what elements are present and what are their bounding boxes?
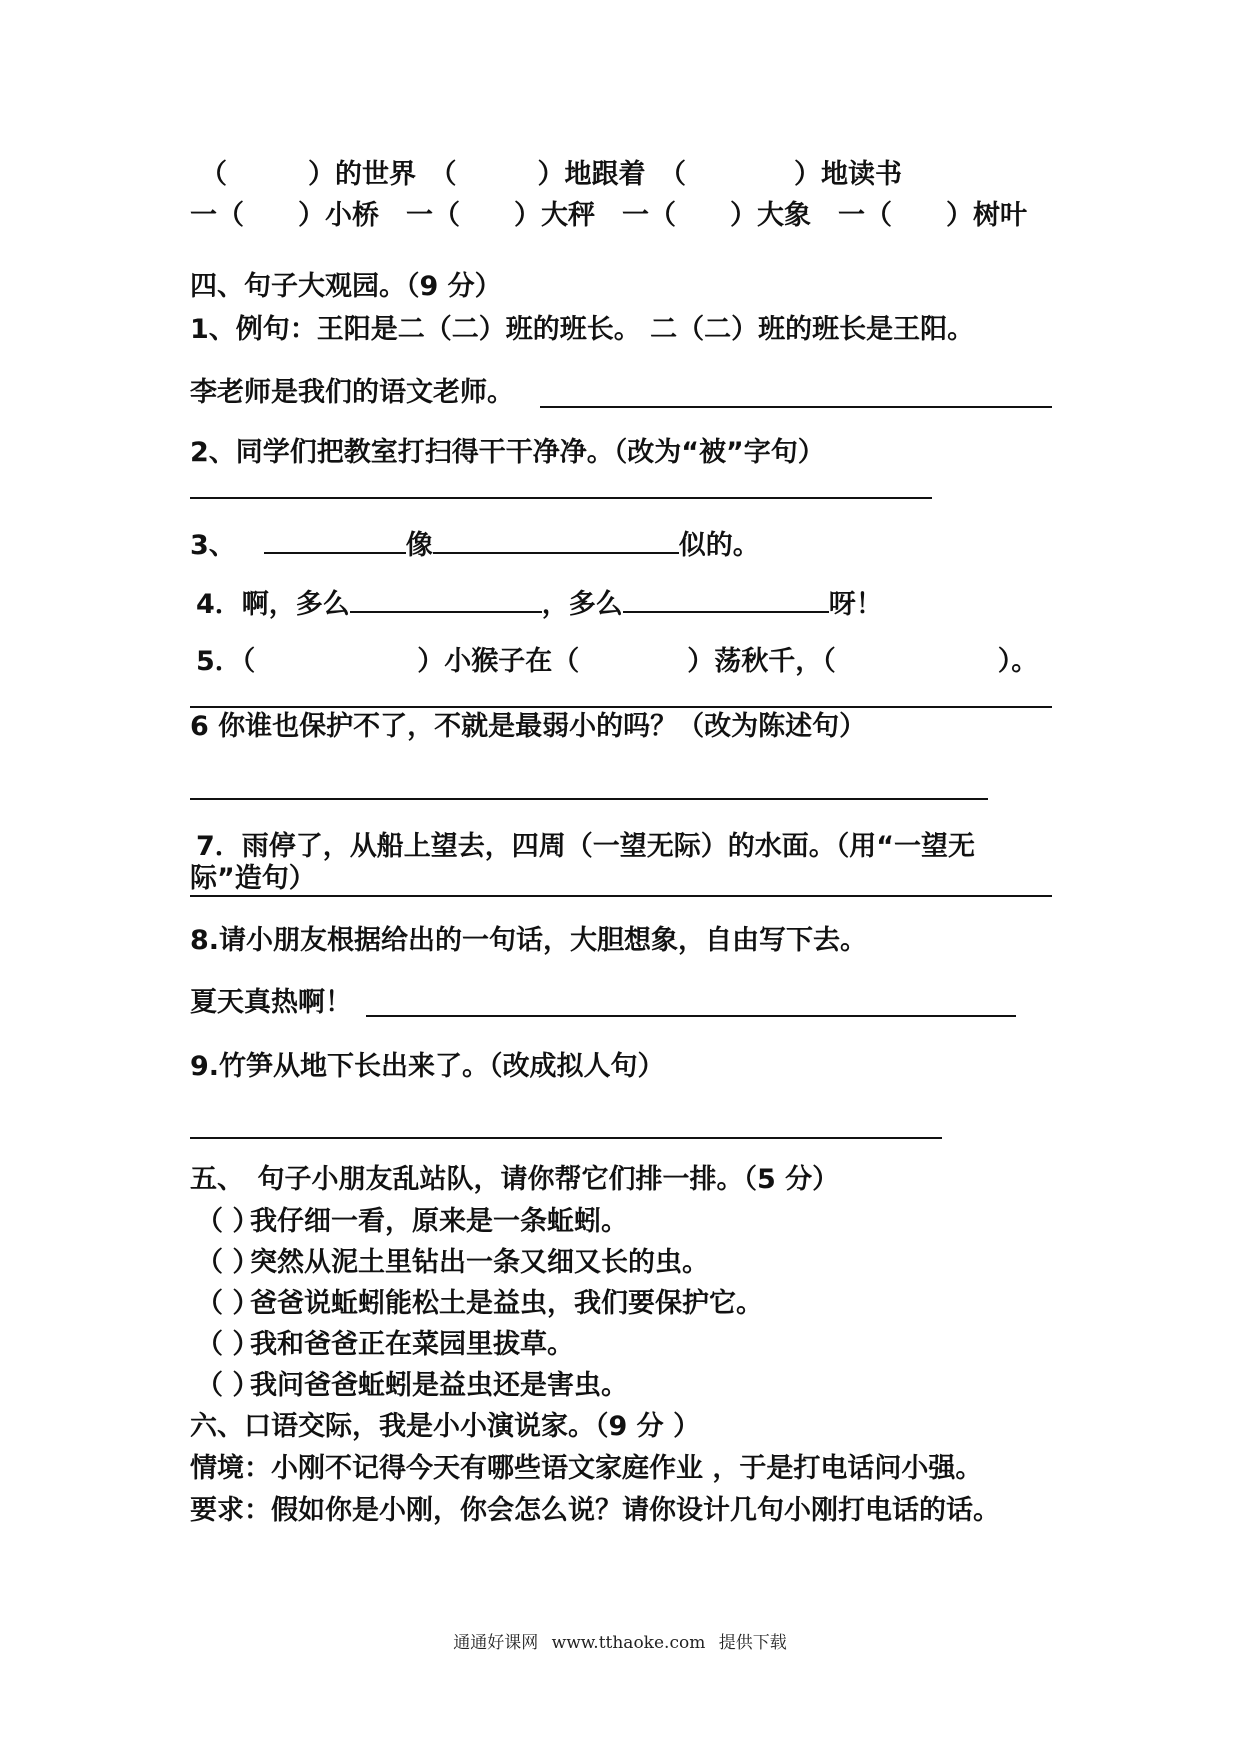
order-item-text: 爸爸说蚯蚓能松土是益虫，我们要保护它。 (250, 1288, 763, 1319)
footer-site-name: 通通好课网 (453, 1633, 539, 1653)
q4-end-text: 呀！ (828, 589, 883, 620)
order-bracket[interactable]: （ ） (196, 1206, 260, 1237)
q4-blank-2[interactable] (623, 585, 829, 613)
footer-suffix: 提供下载 (718, 1633, 787, 1653)
order-bracket[interactable]: （ ） (196, 1329, 260, 1360)
order-item-text: 我仔细一看，原来是一条蚯蚓。 (250, 1206, 628, 1237)
q1-answer-line[interactable] (540, 406, 1052, 408)
q2-answer-line[interactable] (190, 497, 932, 499)
q4-start-text: 4．啊，多么 (196, 589, 350, 620)
order-item (196, 1369, 628, 1403)
phrase-row-2: 一（ ）小桥 一（ ）大秤 一（ ）大象 一（ ）树叶 (190, 200, 1027, 231)
phrase-row-1: （ ）的世界 （ ）地跟着 （ ）地读书 (200, 159, 902, 190)
q3-number: 3、 (190, 530, 236, 561)
order-item (196, 1205, 628, 1239)
order-bracket[interactable]: （ ） (196, 1247, 260, 1278)
section-6-requirement: 要求：假如你是小刚，你会怎么说？请你设计几句小刚打电话的话。 (190, 1495, 1000, 1526)
q5-question: 5．（ ）小猴子在（ ）荡秋千，（ ）。 (196, 646, 1039, 677)
q4-mid-text: ，多么 (541, 589, 623, 620)
q3-end-text: 似的。 (678, 530, 760, 561)
q4-blank-1[interactable] (350, 585, 542, 613)
q3-row (190, 526, 760, 563)
q7-line-2: 际”造句） (190, 863, 316, 894)
footer-url[interactable]: www.tthaoke.com (551, 1633, 706, 1653)
q6-answer-line[interactable] (190, 798, 988, 800)
section-5-heading: 五、 句子小朋友乱站队，请你帮它们排一排。（5 分） (190, 1164, 840, 1195)
q2-question: 2、同学们把教室打扫得干干净净。（改为“被”字句） (190, 437, 825, 468)
section-6-scenario: 情境：小刚不记得今天有哪些语文家庭作业 ，于是打电话问小强。 (190, 1453, 983, 1484)
q1-example: 1、例句：王阳是二（二）班的班长。 二（二）班的班长是王阳。 (190, 314, 975, 345)
page-footer (0, 1628, 1240, 1653)
order-bracket[interactable]: （ ） (196, 1288, 260, 1319)
q3-mid-text: 像 (405, 530, 433, 561)
order-bracket[interactable]: （ ） (196, 1370, 260, 1401)
q6-question: 6 你谁也保护不了，不就是最弱小的吗？（改为陈述句） (190, 711, 867, 742)
order-item (196, 1287, 763, 1321)
order-item-text: 我问爸爸蚯蚓是益虫还是害虫。 (250, 1370, 628, 1401)
q9-answer-line[interactable] (190, 1137, 942, 1139)
q8-question: 8.请小朋友根据给出的一句话，大胆想象，自由写下去。 (190, 925, 868, 956)
q5-answer-line[interactable] (190, 706, 1052, 708)
order-item (196, 1246, 709, 1280)
q3-blank-2[interactable] (433, 526, 679, 554)
order-item-text: 突然从泥土里钻出一条又细又长的虫。 (250, 1247, 709, 1278)
order-item-text: 我和爸爸正在菜园里拔草。 (250, 1329, 574, 1360)
q7-answer-line[interactable] (190, 895, 1052, 897)
q8-answer-line[interactable] (366, 1015, 1016, 1017)
q8-prompt: 夏天真热啊！ (190, 987, 352, 1018)
q9-question: 9.竹笋从地下长出来了。（改成拟人句） (190, 1051, 665, 1082)
order-item (196, 1328, 574, 1362)
q1-prompt-text: 李老师是我们的语文老师。 (190, 377, 514, 408)
q1-prompt (190, 376, 514, 410)
section-6-heading: 六、口语交际，我是小小演说家。（9 分 ） (190, 1411, 701, 1442)
q7-line-1: 7．雨停了，从船上望去，四周（一望无际）的水面。（用“一望无 (196, 831, 976, 862)
q3-blank-1[interactable] (264, 526, 406, 554)
q4-row (196, 585, 883, 622)
section-4-heading: 四、句子大观园。（9 分） (190, 271, 502, 302)
